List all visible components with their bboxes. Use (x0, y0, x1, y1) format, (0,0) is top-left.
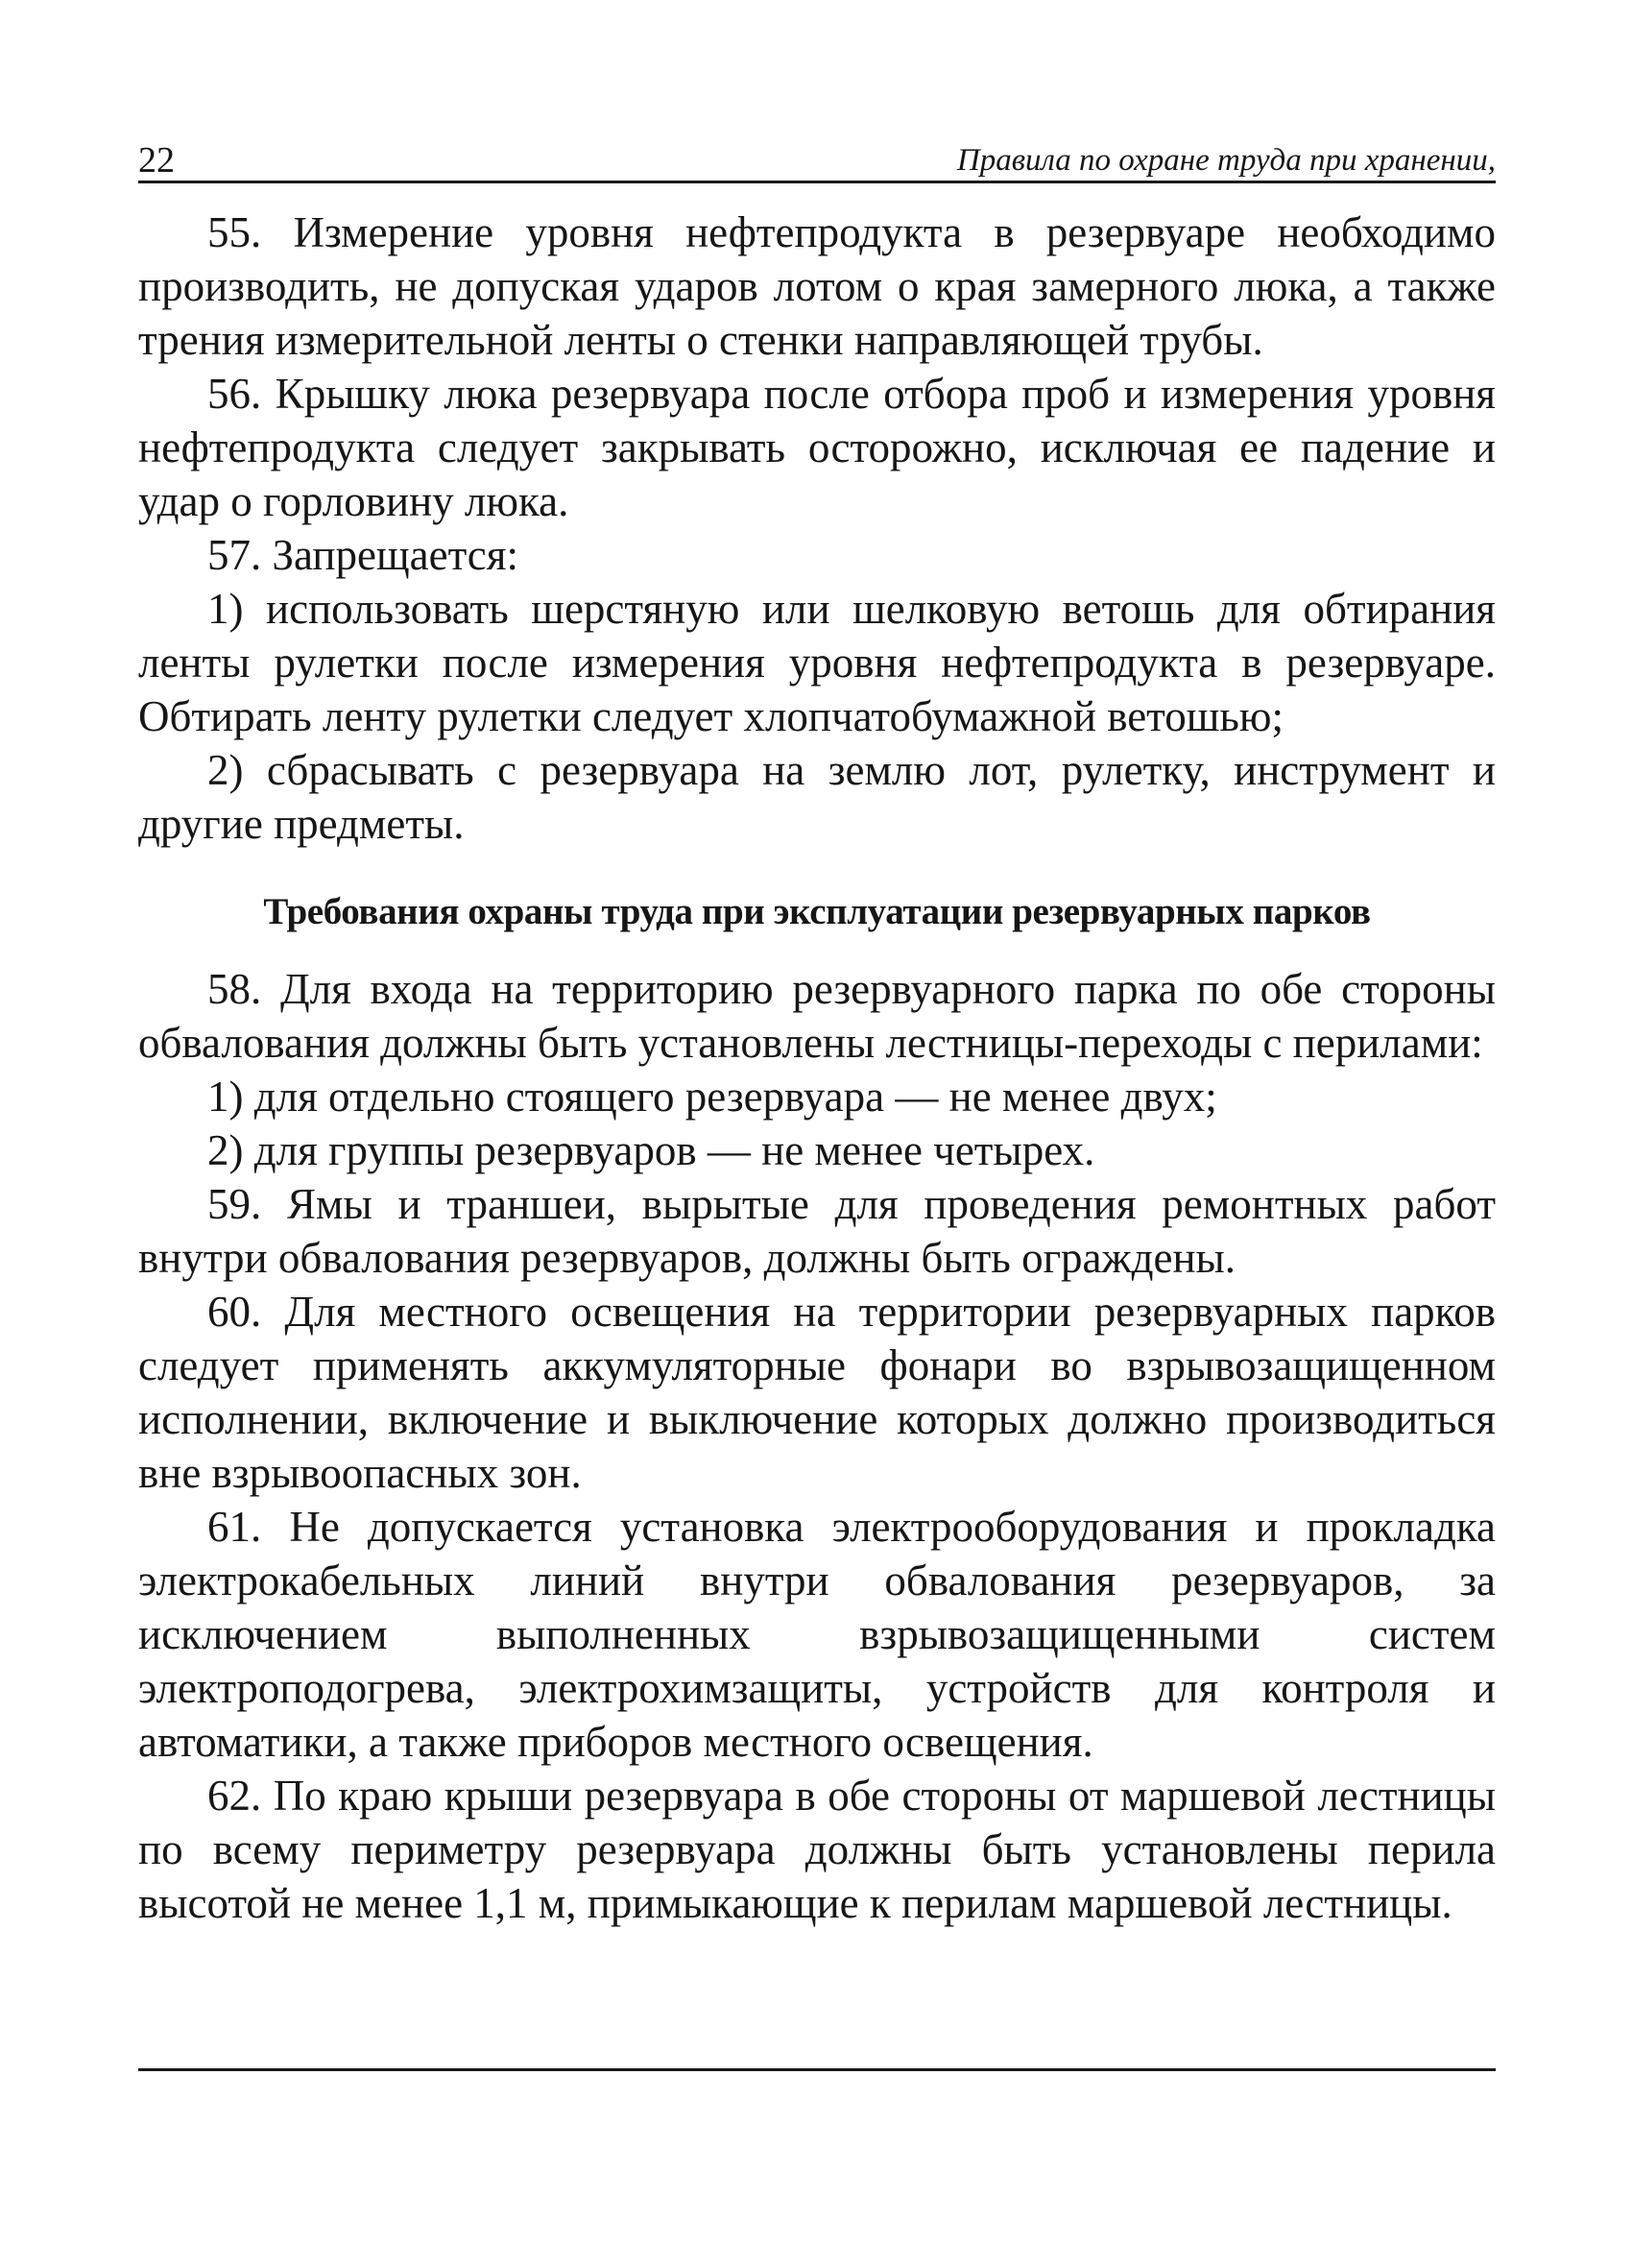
page-number: 22 (138, 140, 175, 181)
paragraph-61: 61. Не допускается установка электрооборудования и прокладка электрокабельных линий внутри обвалования резервуаров, за исключением выполненных взрывозащищенными систем электроподогрева, электрохимзащиты, устройств для контроля и автоматики, а также приборов местного освещения. (138, 1503, 1496, 1766)
page-header (138, 131, 1496, 183)
paragraph-56: 56. Крышку люка резервуара после отбора проб и измерения уровня нефтепродукта следует закрывать осторожно, исключая ее падение и удар о горловину люка. (138, 370, 1496, 525)
footer-rule (138, 2068, 1496, 2071)
paragraph-58: 58. Для входа на территорию резервуарного парка по обе стороны обвалования должны быть установлены лестницы-переходы с перилами: (138, 965, 1496, 1067)
section-heading: Требования охраны труда при эксплуатации резервуарных парков (263, 891, 1371, 932)
page-body (138, 205, 1496, 1930)
running-title: Правила по охране труда при хранении, (956, 143, 1496, 178)
paragraph-59: 59. Ямы и траншеи, вырытые для проведения ремонтных работ внутри обвалования резервуаров, должны быть ограждены. (138, 1180, 1496, 1282)
paragraph-55: 55. Измерение уровня нефтепродукта в резервуаре необходимо производить, не допуская ударов лотом о края замерного люка, а также трения измерительной ленты о стенки направляющей трубы. (138, 208, 1496, 364)
paragraph-62: 62. По краю крыши резервуара в обе стороны от маршевой лестницы по всему периметру резервуара должны быть установлены перила высотой не менее 1,1 м, примыкающие к перилам маршевой лестницы. (138, 1772, 1496, 1927)
paragraph-60: 60. Для местного освещения на территории резервуарных парков следует применять аккумуляторные фонари во взрывозащищенном исполнении, включение и выключение которых должно производиться вне взрывоопасных зон. (138, 1288, 1496, 1497)
paragraph-58-item-1: 1) для отдельно стоящего резервуара — не менее двух; (207, 1073, 1217, 1121)
paragraph-58-item-2: 2) для группы резервуаров — не менее четырех. (207, 1126, 1095, 1174)
paragraph-57-item-2: 2) сбрасывать с резервуара на землю лот, рулетку, инструмент и другие предметы. (138, 746, 1496, 848)
paragraph-57: 57. Запрещается: (207, 531, 518, 579)
paragraph-57-item-1: 1) использовать шерстяную или шелковую ветошь для обтирания ленты рулетки после измерения уровня нефтепродукта в резервуаре. Обтирать ленту рулетки следует хлопчатобумажной ветошью; (138, 585, 1496, 740)
